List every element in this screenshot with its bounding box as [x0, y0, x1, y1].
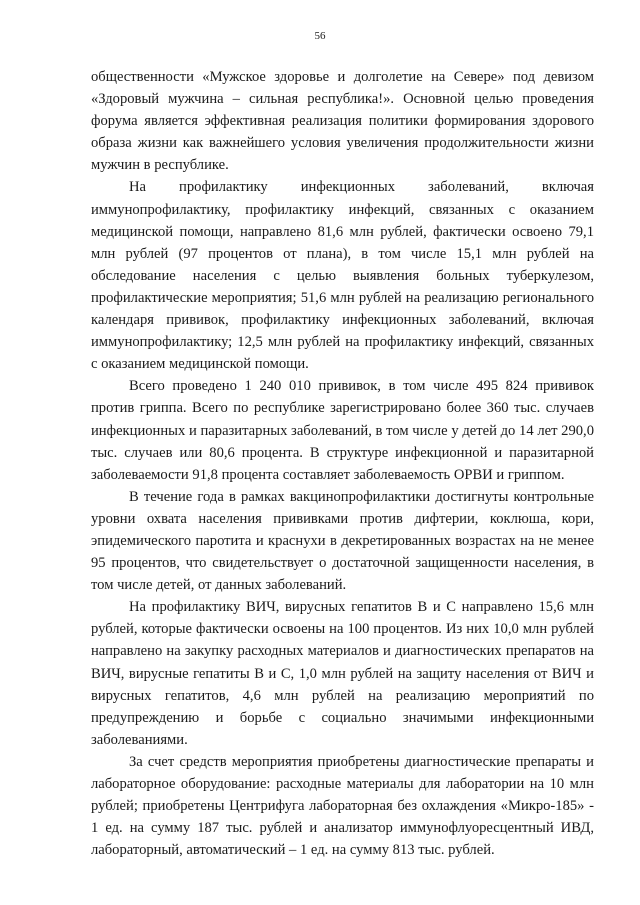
paragraph-mens-health-forum: общественности «Мужское здоровье и долголетие на Севере» под девизом «Здоровый мужчина – сильная республика!». Основной целью проведения форума является эффективная реализация политики формирования здорового образа жизни как важнейшего условия увеличения продолжительности жизни мужчин в республике.: [91, 69, 594, 174]
document-body: [91, 66, 594, 861]
paragraph-infectious-disease-prevention: На профилактику инфекционных заболеваний, включая иммунопрофилактику, профилактику инфекций, связанных с оказанием медицинской помощи, направлено 81,6 млн рублей, фактически освоено 79,1 млн рублей (97 процентов от плана), в том числе 15,1 млн рублей на обследование населения с целью выявления больных туберкулезом, профилактические мероприятия; 51,6 млн рублей на реализацию регионального календаря прививок, профилактику инфекционных заболеваний, включая иммунопрофилактику; 12,5 млн рублей на профилактику инфекций, связанных с оказанием медицинской помощи.: [91, 179, 594, 373]
page-number: 56: [314, 30, 326, 42]
paragraph-hiv-hepatitis-prevention: На профилактику ВИЧ, вирусных гепатитов В и С направлено 15,6 млн рублей, которые фактически освоены на 100 процентов. Из них 10,0 млн рублей направлено на закупку расходных материалов и диагностических препаратов на ВИЧ, вирусные гепатиты В и С, 1,0 млн рублей на защиту населения от ВИЧ и вирусных гепатитов, 4,6 млн рублей на реализацию мероприятий по предупреждению и борьбе с социально значимыми инфекционными заболеваниями.: [91, 599, 594, 748]
paragraph-vaccination-coverage: В течение года в рамках вакцинопрофилактики достигнуты контрольные уровни охвата населения прививками против дифтерии, коклюша, кори, эпидемического паротита и краснухи в декретированных возрастах на не менее 95 процентов, что свидетельствует о достаточной защищенности населения, в том числе детей, от данных заболеваний.: [91, 488, 594, 594]
paragraph-vaccinations: Всего проведено 1 240 010 прививок, в том числе 495 824 прививок против гриппа. Всего по республике зарегистрировано более 360 тыс. случаев инфекционных и паразитарных заболеваний, в том числе у детей до 14 лет 290,0 тыс. случаев или 80,6 процента. В структуре инфекционной и паразитарной заболеваемости 91,8 процента составляет заболеваемость ОРВИ и гриппом.: [91, 378, 594, 483]
paragraph-laboratory-equipment: За счет средств мероприятия приобретены диагностические препараты и лабораторное оборудование: расходные материалы для лаборатории на 10 млн рублей; приобретены Центрифуга лабораторная без охлаждения «Микро-185» - 1 ед. на сумму 187 тыс. рублей и анализатор иммунофлуоресцентный ИВД, лабораторный, автоматический – 1 ед. на сумму 813 тыс. рублей.: [91, 753, 594, 859]
